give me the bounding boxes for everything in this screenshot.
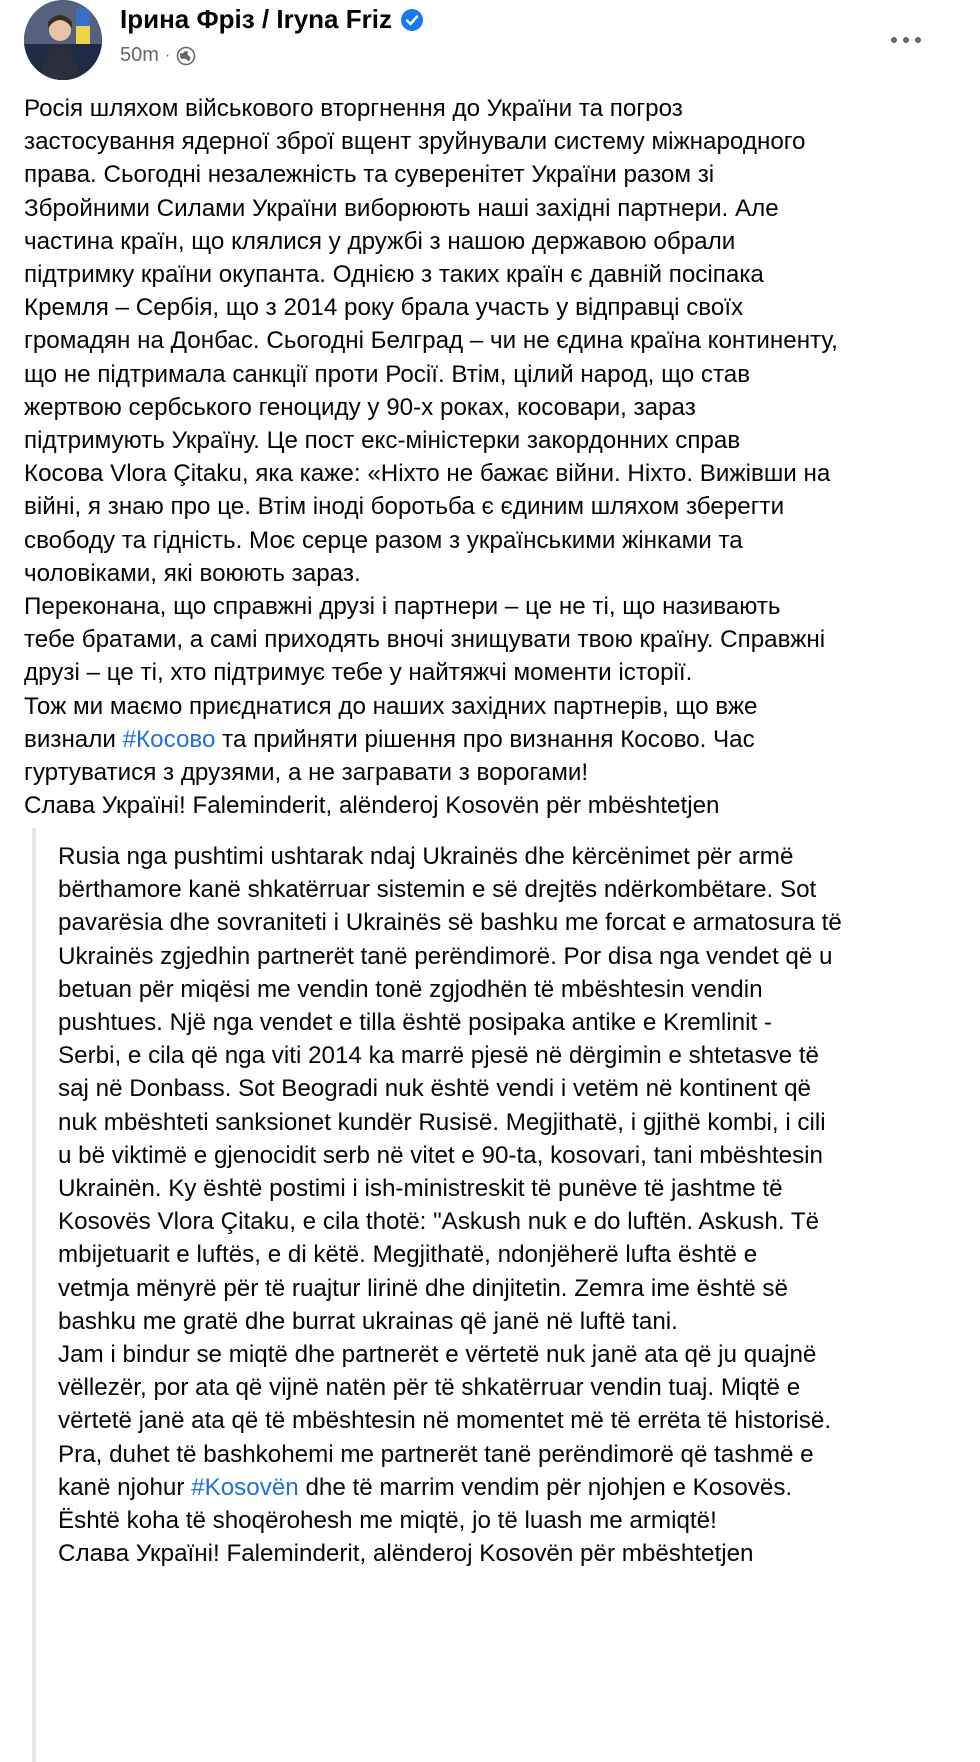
text-segment: vërtetë janë ata që të mbështesin në momentet më të errëta të historisë. xyxy=(58,1407,832,1435)
post-text-line xyxy=(24,225,954,258)
post-header xyxy=(0,0,980,96)
post-text-line xyxy=(24,623,954,656)
verified-badge-icon xyxy=(400,8,424,32)
text-segment: vëllezër, por ata që vijnë natën për të shkatërruar vendin tuaj. Miqtë e xyxy=(58,1374,801,1402)
text-segment: bërthamore kanë shkatërruar sistemin e së drejtës ndërkombëtare. Sot xyxy=(58,876,817,904)
text-segment: Pra, duhet të bashkohemi me partnerët tanë perëndimorë që tashmë e xyxy=(58,1440,814,1468)
hashtag-link[interactable]: #Kosovën xyxy=(191,1473,299,1501)
text-segment: dhe të marrim vendim për njohjen e Kosovës. xyxy=(298,1473,793,1501)
post-text-line xyxy=(24,192,954,225)
post-text-line xyxy=(24,324,954,357)
translation-text-line xyxy=(58,873,958,906)
text-segment: визнали xyxy=(24,725,123,753)
translation-text-line xyxy=(58,973,958,1006)
post-text-line xyxy=(24,590,954,623)
post-text-line xyxy=(24,524,954,557)
more-options-icon[interactable] xyxy=(884,24,928,56)
text-segment: жертвою сербського геноциду у 90-х роках, косовари, зараз xyxy=(24,393,696,421)
translation-text-line xyxy=(58,1238,958,1271)
translation-text-line xyxy=(58,1305,958,1338)
post-text-line xyxy=(24,723,954,756)
translation-text-line xyxy=(58,1006,958,1039)
text-segment: Росія шляхом військового вторгнення до України та погроз xyxy=(24,95,683,122)
post-timestamp[interactable]: 50m xyxy=(120,44,159,66)
text-segment: u bë viktimë e gjenocidit serb në vitet e 90-ta, kosovari, tani mbështesin xyxy=(58,1141,823,1169)
translation-text-line xyxy=(58,1039,958,1072)
post-text-line xyxy=(24,424,954,457)
post-text-line xyxy=(24,756,954,789)
post-text-line xyxy=(24,92,954,125)
translation-text-line xyxy=(58,1172,958,1205)
translation-text-line xyxy=(58,1338,958,1371)
post-text-line xyxy=(24,789,954,822)
text-segment: Слава Україні! Faleminderit, alënderoj Kosovën për mbështetjen xyxy=(24,792,720,820)
post-meta xyxy=(120,44,196,67)
text-segment: Kosovës Vlora Çitaku, e cila thotë: "Askush nuk e do luftën. Askush. Të xyxy=(58,1208,820,1236)
translation-text-line xyxy=(58,1072,958,1105)
text-segment: betuan për miqësi me vendin tonë zgjodhën të mbështesin vendin xyxy=(58,975,763,1003)
translation-text-line xyxy=(58,1471,958,1504)
translation-text-line xyxy=(58,1272,958,1305)
post-text-line xyxy=(24,490,954,523)
text-segment: Тож ми маємо приєднатися до наших західних партнерів, що вже xyxy=(24,692,758,720)
text-segment: гуртуватися з друзями, а не загравати з ворогами! xyxy=(24,759,589,787)
text-segment: Është koha të shoqërohesh me miqtë, jo të luash me armiqtë! xyxy=(58,1507,717,1535)
hashtag-link[interactable]: #Косово xyxy=(122,725,216,753)
globe-icon[interactable] xyxy=(176,46,196,66)
text-segment: saj në Donbass. Sot Beogradi nuk është vendi i vetëm në kontinent që xyxy=(58,1075,811,1103)
translation-text-line xyxy=(58,1371,958,1404)
text-segment: nuk mbështeti sanksionet kundër Rusisë. Megjithatë, i gjithë kombi, i cili xyxy=(58,1108,826,1136)
text-segment: свободу та гідність. Моє серце разом з українськими жінками та xyxy=(24,526,743,554)
text-segment: та прийняти рішення про визнання Косово. Час xyxy=(215,725,755,753)
post-text-line xyxy=(24,656,954,689)
translation-body xyxy=(58,840,958,1570)
text-segment: Ukrainës zgjedhin partnerët tanë perëndimorë. Por disa nga vendet që u xyxy=(58,942,833,970)
text-segment: що не підтримала санкції проти Росії. Втім, цілий народ, що став xyxy=(24,360,751,388)
text-segment: Ukrainën. Ky është postimi i ish-ministreskit të punëve të jashtme të xyxy=(58,1175,783,1203)
text-segment: bashku me gratë dhe burrat ukrainas që janë në luftë tani. xyxy=(58,1307,678,1335)
translation-text-line xyxy=(58,1106,958,1139)
text-segment: Косова Vlora Çitaku, яка каже: «Ніхто не бажає війни. Ніхто. Вижівши на xyxy=(24,460,831,488)
text-segment: pushtues. Një nga vendet e tilla është posipaka antike e Kremlinit - xyxy=(58,1009,772,1037)
text-segment: підтримку країни окупанта. Однією з таких країн є давній посіпака xyxy=(24,261,764,289)
post-body xyxy=(24,92,954,822)
text-segment: частина країн, що клялися у дружбі з нашою державою обрали xyxy=(24,227,736,255)
text-segment: друзі – це ті, хто підтримує тебе у найтяжчі моменти історії. xyxy=(24,659,693,687)
text-segment: Кремля – Сербія, що з 2014 року брала участь у відправці своїх xyxy=(24,294,744,322)
post-text-line xyxy=(24,557,954,590)
text-segment: чоловіками, які воюють зараз. xyxy=(24,559,361,587)
text-segment: Rusia nga pushtimi ushtarak ndaj Ukrainës dhe kërcënimet për armë xyxy=(58,843,794,870)
text-segment: права. Сьогодні незалежність та суверенітет України разом зі xyxy=(24,161,715,189)
text-segment: kanë njohur xyxy=(58,1473,192,1501)
translation-text-line xyxy=(58,1205,958,1238)
translation-text-line xyxy=(58,1504,958,1537)
text-segment: тебе братами, а самі приходять вночі знищувати твою країну. Справжні xyxy=(24,626,826,654)
text-segment: vetmja mënyrë për të ruajtur lirinë dhe dinjitetin. Zemra ime është së xyxy=(58,1274,788,1302)
translation-text-line xyxy=(58,840,958,873)
text-segment: застосування ядерної зброї вщент зруйнували систему міжнародного xyxy=(24,128,806,156)
text-segment: Слава Україні! Faleminderit, alënderoj Kosovën për mbështetjen xyxy=(58,1540,754,1568)
meta-separator: · xyxy=(164,46,171,64)
post-text-line xyxy=(24,690,954,723)
post-text-line xyxy=(24,457,954,490)
text-segment: Збройними Силами України виборюють наші західні партнери. Але xyxy=(24,194,779,222)
avatar[interactable] xyxy=(24,0,102,80)
post-text-line xyxy=(24,291,954,324)
text-segment: війні, я знаю про це. Втім іноді боротьба є єдиним шляхом зберегти xyxy=(24,493,785,521)
translation-text-line xyxy=(58,940,958,973)
translation-text-line xyxy=(58,906,958,939)
translation-text-line xyxy=(58,1537,958,1570)
post-text-line xyxy=(24,158,954,191)
text-segment: підтримують Україну. Це пост екс-міністерки закордонних справ xyxy=(24,427,741,455)
translation-text-line xyxy=(58,1438,958,1471)
post-text-line xyxy=(24,258,954,291)
text-segment: громадян на Донбас. Сьогодні Белград – чи не єдина країна континенту, xyxy=(24,327,838,355)
text-segment: Jam i bindur se miqtë dhe partnerët e vërtetë nuk janë ata që ju quajnë xyxy=(58,1341,817,1369)
author-name[interactable]: Ірина Фріз / Iryna Friz xyxy=(120,4,392,34)
author-line xyxy=(120,4,424,35)
post-text-line xyxy=(24,358,954,391)
post-text-line xyxy=(24,125,954,158)
translation-text-line xyxy=(58,1404,958,1437)
post-text-line xyxy=(24,391,954,424)
text-segment: pavarësia dhe sovraniteti i Ukrainës së bashku me forcat e armatosura të xyxy=(58,909,842,937)
avatar-photo xyxy=(24,0,102,80)
translation-text-line xyxy=(58,1139,958,1172)
text-segment: Serbi, e cila që nga viti 2014 ka marrë pjesë në dërgimin e shtetasve të xyxy=(58,1042,819,1070)
text-segment: Переконана, що справжні друзі і партнери – це не ті, що називають xyxy=(24,593,781,621)
text-segment: mbijetuarit e luftës, e di këtë. Megjithatë, ndonjëherë lufta është e xyxy=(58,1241,758,1269)
